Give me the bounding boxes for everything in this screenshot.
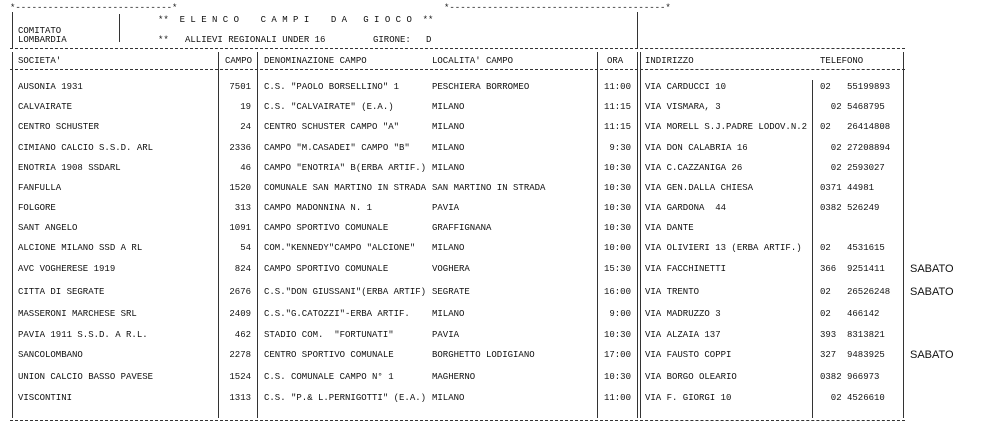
cell-societa: SANCOLOMBANO: [18, 350, 83, 360]
committee-line-2: LOMBARDIA: [18, 35, 67, 45]
cell-campo: 313: [234, 203, 251, 213]
cell-ora: 10:30: [603, 163, 631, 173]
category-label: ** ALLIEVI REGIONALI UNDER 16: [158, 35, 326, 45]
cell-campo: 1524: [229, 372, 251, 382]
cell-denominazione: STADIO COM. "FORTUNATI": [264, 330, 394, 340]
cell-localita: MILANO: [432, 163, 465, 173]
table-row: [0, 261, 990, 277]
cell-societa: AVC VOGHERESE 1919: [18, 264, 116, 274]
cell-telefono: 02 55199893: [820, 82, 891, 92]
cell-campo: 462: [234, 330, 251, 340]
header-separator: [10, 48, 638, 49]
cell-note: SABATO: [910, 286, 954, 298]
col-telefono: TELEFONO: [820, 56, 864, 66]
cell-telefono: 02 27208894: [820, 143, 891, 153]
col-societa: SOCIETA': [18, 56, 62, 66]
cell-societa: MASSERONI MARCHESE SRL: [18, 309, 137, 319]
cell-societa: CITTA DI SEGRATE: [18, 287, 105, 297]
cell-localita: SEGRATE: [432, 287, 470, 297]
table-row: [0, 284, 990, 300]
cell-campo: 2676: [229, 287, 251, 297]
table-row: [0, 306, 990, 322]
cell-societa: SANT ANGELO: [18, 223, 78, 233]
cell-denominazione: C.S. "CALVAIRATE" (E.A.): [264, 102, 394, 112]
cell-localita: MILANO: [432, 309, 465, 319]
cell-indirizzo: VIA MADRUZZO 3: [645, 309, 721, 319]
cell-denominazione: CAMPO SPORTIVO COMUNALE: [264, 264, 389, 274]
group-label: GIRONE:: [373, 35, 411, 45]
cell-societa: CIMIANO CALCIO S.S.D. ARL: [18, 143, 154, 153]
cell-localita: GRAFFIGNANA: [432, 223, 492, 233]
cell-telefono: 0382 966973: [820, 372, 880, 382]
committee-line-1: COMITATO: [18, 26, 62, 36]
col-campo: CAMPO: [225, 56, 253, 66]
cell-campo: 1520: [229, 183, 251, 193]
cell-telefono: 0371 44981: [820, 183, 875, 193]
cell-ora: 10:30: [603, 372, 631, 382]
table-row: [0, 200, 990, 216]
cell-telefono: 02 2593027: [820, 163, 885, 173]
cell-denominazione: C.S. COMUNALE CAMPO N° 1: [264, 372, 394, 382]
table-row: [0, 369, 990, 385]
header-mid-border: [119, 14, 120, 42]
cell-denominazione: C.S."G.CATOZZI"-ERBA ARTIF.: [264, 309, 410, 319]
cell-localita: MILANO: [432, 122, 465, 132]
cell-indirizzo: VIA ALZAIA 137: [645, 330, 721, 340]
cell-localita: PAVIA: [432, 203, 460, 213]
cell-campo: 1091: [229, 223, 251, 233]
cell-indirizzo: VIA DON CALABRIA 16: [645, 143, 748, 153]
header-title: ** E L E N C O C A M P I D A G I O C O **: [158, 15, 434, 25]
cell-telefono: 02 4531615: [820, 243, 885, 253]
cell-campo: 46: [240, 163, 251, 173]
cell-indirizzo: VIA FACCHINETTI: [645, 264, 727, 274]
cell-campo: 2336: [229, 143, 251, 153]
cell-societa: CENTRO SCHUSTER: [18, 122, 100, 132]
cell-localita: MILANO: [432, 393, 465, 403]
cell-societa: PAVIA 1911 S.S.D. A R.L.: [18, 330, 148, 340]
cell-indirizzo: VIA C.CAZZANIGA 26: [645, 163, 743, 173]
cell-campo: 24: [240, 122, 251, 132]
cell-localita: MILANO: [432, 243, 465, 253]
table-row: [0, 79, 990, 95]
table-row: [0, 347, 990, 363]
cell-indirizzo: VIA F. GIORGI 10: [645, 393, 732, 403]
cell-denominazione: COMUNALE SAN MARTINO IN STRADA: [264, 183, 427, 193]
cell-indirizzo: VIA OLIVIERI 13 (ERBA ARTIF.): [645, 243, 802, 253]
header-top-rule-left: *-----------------------------*: [10, 3, 178, 13]
cell-indirizzo: VIA FAUSTO COPPI: [645, 350, 732, 360]
cell-denominazione: CENTRO SPORTIVO COMUNALE: [264, 350, 394, 360]
cell-localita: MILANO: [432, 143, 465, 153]
cell-campo: 2278: [229, 350, 251, 360]
cell-denominazione: CAMPO SPORTIVO COMUNALE: [264, 223, 389, 233]
cell-indirizzo: VIA DANTE: [645, 223, 694, 233]
cell-ora: 15:30: [603, 264, 631, 274]
col-localita: LOCALITA' CAMPO: [432, 56, 514, 66]
bottom-rule: [10, 420, 638, 421]
cell-indirizzo: VIA TRENTO: [645, 287, 700, 297]
cell-ora: 16:00: [603, 287, 631, 297]
cell-societa: UNION CALCIO BASSO PAVESE: [18, 372, 154, 382]
cell-societa: FOLGORE: [18, 203, 56, 213]
cell-indirizzo: VIA CARDUCCI 10: [645, 82, 727, 92]
cell-ora: 10:00: [603, 243, 631, 253]
cell-societa: CALVAIRATE: [18, 102, 73, 112]
cell-telefono: 02 5468795: [820, 102, 885, 112]
cell-campo: 2409: [229, 309, 251, 319]
cell-localita: VOGHERA: [432, 264, 470, 274]
cell-indirizzo: VIA MORELL S.J.PADRE LODOV.N.2: [645, 122, 808, 132]
cell-societa: AUSONIA 1931: [18, 82, 83, 92]
cell-localita: PAVIA: [432, 330, 460, 340]
cell-telefono: 02 26526248: [820, 287, 891, 297]
cell-ora: 10:30: [603, 330, 631, 340]
cell-indirizzo: VIA VISMARA, 3: [645, 102, 721, 112]
cell-ora: 11:00: [603, 82, 631, 92]
col-ora: ORA: [607, 56, 624, 66]
table-row: [0, 119, 990, 135]
cell-denominazione: C.S. "P.& L.PERNIGOTTI" (E.A.): [264, 393, 427, 403]
cell-campo: 19: [240, 102, 251, 112]
column-header-rule: [10, 69, 638, 70]
cell-localita: MILANO: [432, 102, 465, 112]
table-row: [0, 240, 990, 256]
bottom-rule-right: [640, 420, 905, 421]
header-top-rule-right: *----------------------------------------*: [444, 3, 671, 13]
cell-indirizzo: VIA GEN.DALLA CHIESA: [645, 183, 754, 193]
table-row: [0, 99, 990, 115]
table-row: [0, 180, 990, 196]
cell-societa: VISCONTINI: [18, 393, 73, 403]
cell-campo: 54: [240, 243, 251, 253]
cell-indirizzo: VIA BORGO OLEARIO: [645, 372, 737, 382]
cell-telefono: 02 26414808: [820, 122, 891, 132]
cell-denominazione: CENTRO SCHUSTER CAMPO "A": [264, 122, 400, 132]
cell-ora: 9:00: [609, 309, 631, 319]
cell-ora: 10:30: [603, 183, 631, 193]
cell-campo: 7501: [229, 82, 251, 92]
cell-denominazione: CAMPO "M.CASADEI" CAMPO "B": [264, 143, 410, 153]
cell-campo: 1313: [229, 393, 251, 403]
cell-telefono: 02 4526610: [820, 393, 885, 403]
header-separator-right: [640, 48, 905, 49]
cell-note: SABATO: [910, 349, 954, 361]
cell-ora: 10:30: [603, 223, 631, 233]
cell-localita: SAN MARTINO IN STRADA: [432, 183, 546, 193]
header-left-border: [12, 12, 13, 48]
cell-denominazione: CAMPO "ENOTRIA" B(ERBA ARTIF.): [264, 163, 427, 173]
cell-localita: BORGHETTO LODIGIANO: [432, 350, 535, 360]
cell-ora: 10:30: [603, 203, 631, 213]
cell-telefono: 02 466142: [820, 309, 880, 319]
cell-telefono: 327 9483925: [820, 350, 885, 360]
col-denominazione: DENOMINAZIONE CAMPO: [264, 56, 367, 66]
cell-telefono: 393 8313821: [820, 330, 885, 340]
table-row: [0, 140, 990, 156]
cell-localita: MAGHERNO: [432, 372, 476, 382]
cell-note: SABATO: [910, 263, 954, 275]
table-row: [0, 390, 990, 406]
table-row: [0, 327, 990, 343]
cell-societa: FANFULLA: [18, 183, 62, 193]
cell-denominazione: C.S."DON GIUSSANI"(ERBA ARTIF): [264, 287, 427, 297]
header-right-border: [637, 12, 638, 48]
cell-societa: ALCIONE MILANO SSD A RL: [18, 243, 143, 253]
cell-ora: 11:00: [603, 393, 631, 403]
cell-telefono: 0382 526249: [820, 203, 880, 213]
cell-telefono: 366 9251411: [820, 264, 885, 274]
column-header-rule-right: [640, 69, 905, 70]
table-row: [0, 220, 990, 236]
cell-indirizzo: VIA GARDONA 44: [645, 203, 727, 213]
cell-ora: 9:30: [609, 143, 631, 153]
table-row: [0, 160, 990, 176]
cell-localita: PESCHIERA BORROMEO: [432, 82, 530, 92]
cell-denominazione: COM."KENNEDY"CAMPO "ALCIONE": [264, 243, 416, 253]
cell-ora: 11:15: [603, 102, 631, 112]
cell-societa: ENOTRIA 1908 SSDARL: [18, 163, 121, 173]
cell-ora: 11:15: [603, 122, 631, 132]
group-value: D: [426, 35, 432, 45]
cell-denominazione: CAMPO MADONNINA N. 1: [264, 203, 373, 213]
cell-denominazione: C.S. "PAOLO BORSELLINO" 1: [264, 82, 400, 92]
col-indirizzo: INDIRIZZO: [645, 56, 694, 66]
cell-campo: 824: [234, 264, 251, 274]
cell-ora: 17:00: [603, 350, 631, 360]
